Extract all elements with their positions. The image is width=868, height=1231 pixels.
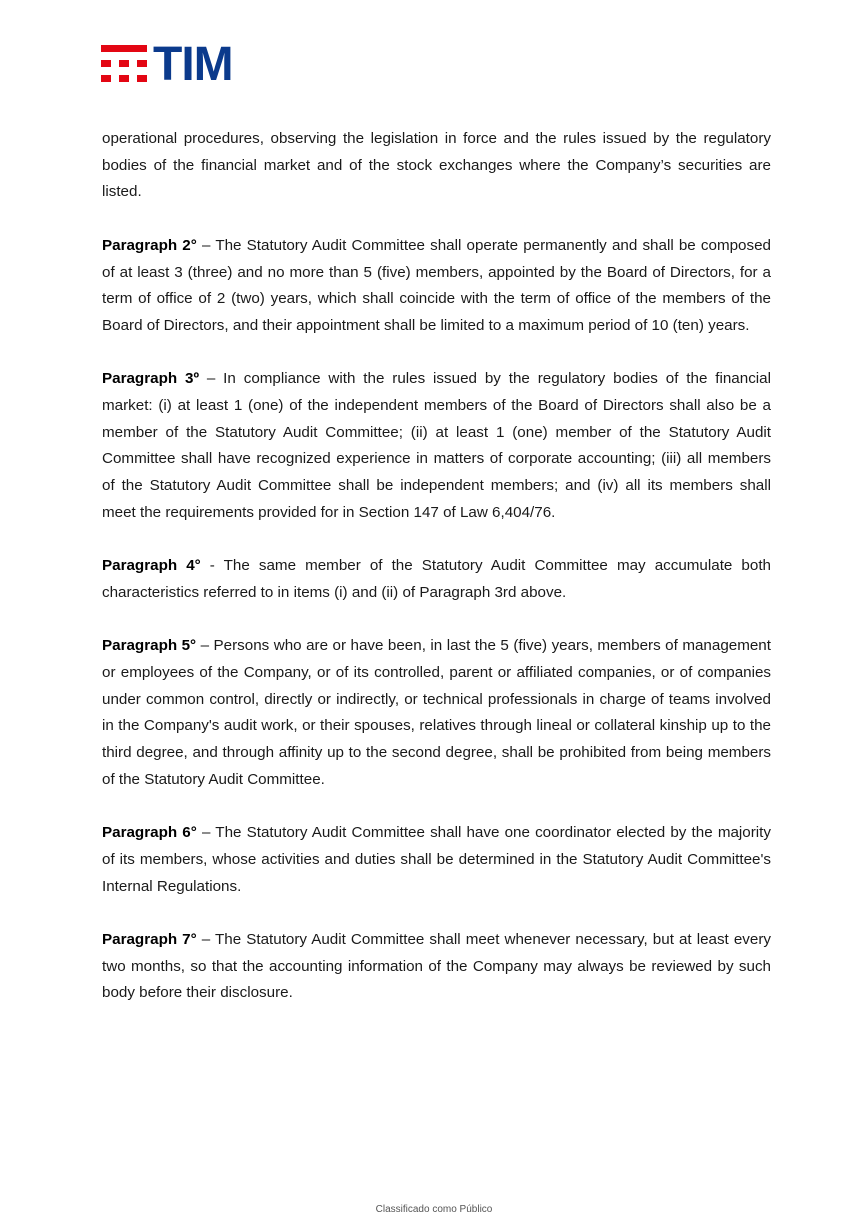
paragraph-text: – The Statutory Audit Committee shall have one coordinator elected by the majority of its members, whose activities and duties shall be determined in the Statutory Audit Committee's Internal Regulations. [102, 824, 771, 895]
paragraph-label: Paragraph 5° [102, 637, 197, 655]
paragraph-label: Paragraph 4° [102, 557, 201, 575]
paragraph-label: Paragraph 2° [102, 236, 197, 254]
paragraph-text: – In compliance with the rules issued by the regulatory bodies of the financial market: (i) at least 1 (one) of the independent members of the Board of Directors shall also be a member of the Statutory Audit Committee; (ii) at least 1 (one) member of the Statutory Audit Committee shall have recognized experience in matters of corporate accounting; (iii) all members of the Statutory Audit Committee shall be independent members; and (iv) all its members shall meet the requirements provided for in Section 147 of Law 6,404/76. [102, 370, 771, 521]
paragraph-4 [102, 553, 771, 606]
tim-logo [101, 38, 233, 91]
paragraph-text: – The Statutory Audit Committee shall operate permanently and shall be composed of at least 3 (three) and no more than 5 (five) members, appointed by the Board of Directors, for a term of office of 2 (two) years, which shall coincide with the term of office of the members of the Board of Directors, and their appointment shall be limited to a maximum period of 10 (ten) years. [102, 236, 771, 334]
paragraph-3 [102, 366, 771, 526]
paragraph-label: Paragraph 6° [102, 824, 197, 842]
paragraph-5 [102, 633, 771, 793]
paragraph-2 [102, 233, 771, 340]
paragraph-7 [102, 927, 771, 1007]
paragraph-text: - The same member of the Statutory Audit Committee may accumulate both characteristics referred to in items (i) and (ii) of Paragraph 3rd above. [102, 557, 771, 601]
paragraph-6 [102, 820, 771, 900]
intro-paragraph: operational procedures, observing the legislation in force and the rules issued by the regulatory bodies of the financial market and of the stock exchanges where the Company’s securities are listed. [102, 130, 771, 201]
paragraph-text: – Persons who are or have been, in last the 5 (five) years, members of management or employees of the Company, or of its controlled, parent or affiliated companies, or of companies under common control, directly or indirectly, or technical professionals in charge of teams involved in the Company's audit work, or their spouses, relatives through lineal or collateral kinship up to the third degree, and through affinity up to the second degree, shall be prohibited from being members of the Statutory Audit Committee. [102, 637, 771, 788]
classification-footer: Classificado como Público [375, 1204, 493, 1215]
paragraph-text: – The Statutory Audit Committee shall meet whenever necessary, but at least every two months, so that the accounting information of the Company may always be reviewed by such body before their disclosure. [102, 931, 771, 1002]
paragraph-label: Paragraph 7° [102, 931, 197, 948]
tim-logo-mark-icon [101, 45, 147, 85]
document-body [102, 126, 771, 1034]
logo-wordmark: TIM [153, 38, 233, 91]
paragraph-label: Paragraph 3º [102, 370, 199, 388]
